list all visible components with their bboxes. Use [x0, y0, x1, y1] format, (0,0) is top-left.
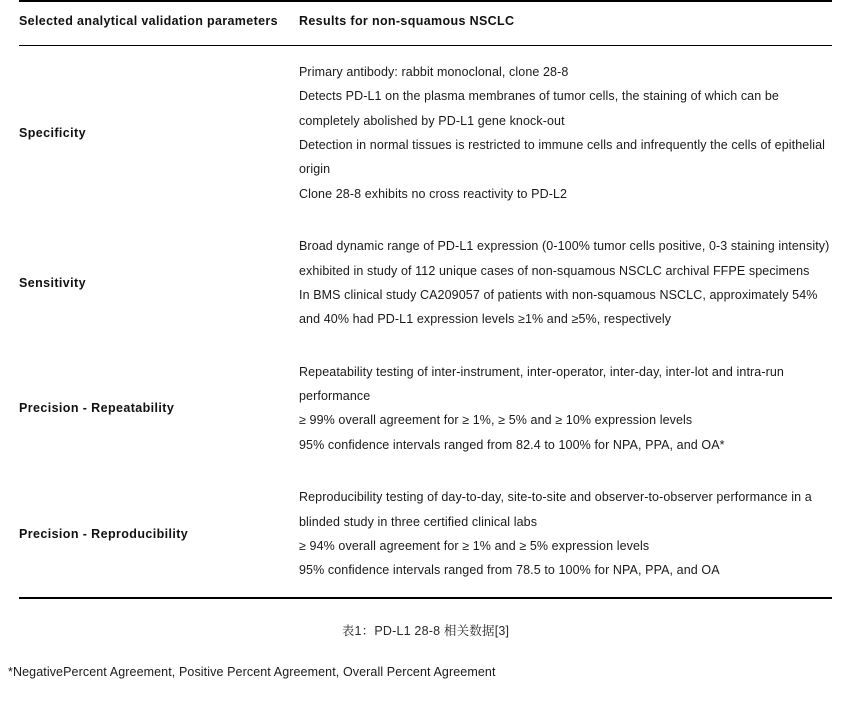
row-parameter-precision-repeatability: Precision - Repeatability — [19, 401, 175, 416]
column-header-parameter: Selected analytical validation parameters — [19, 1, 299, 45]
table-row — [19, 220, 832, 346]
column-header-results: Results for non-squamous NSCLC — [299, 1, 832, 45]
result-line: In BMS clinical study CA209057 of patients with non-squamous NSCLC, approximately 54% and 40% had PD-L1 expression levels ≥1% and ≥5%, respectively — [299, 287, 818, 327]
row-parameter-sensitivity: Sensitivity — [19, 275, 86, 290]
row-results-sensitivity — [299, 220, 832, 346]
table-body — [19, 45, 832, 597]
result-line: Detects PD-L1 on the plasma membranes of tumor cells, the staining of which can be completely abolished by PD-L1 gene knock-out — [299, 89, 779, 128]
result-line: Clone 28-8 exhibits no cross reactivity to PD-L2 — [299, 186, 568, 201]
table-footnote: *NegativePercent Agreement, Positive Percent Agreement, Overall Percent Agreement — [8, 664, 496, 679]
result-line: ≥ 94% overall agreement for ≥ 1% and ≥ 5% expression levels — [299, 538, 650, 553]
validation-parameters-table — [19, 0, 832, 599]
table-row — [19, 471, 832, 598]
table-caption: 表1：PD-L1 28-8 相关数据[3] — [341, 623, 510, 638]
row-results-precision-reproducibility — [299, 471, 832, 598]
table-header-row — [19, 1, 832, 45]
result-line: 95% confidence intervals ranged from 78.5 to 100% for NPA, PPA, and OA — [299, 563, 720, 578]
result-line: 95% confidence intervals ranged from 82.4 to 100% for NPA, PPA, and OA* — [299, 437, 725, 452]
row-parameter-precision-reproducibility: Precision - Reproducibility — [19, 471, 299, 598]
result-line: Detection in normal tissues is restricted to immune cells and infrequently the cells of epithelial origin — [299, 138, 826, 177]
result-line: Broad dynamic range of PD-L1 expression (0-100% tumor cells positive, 0-3 staining intensity) exhibited in study of 112 unique cases of non-squamous NSCLC archival FFPE specimens — [299, 239, 830, 278]
table-row — [19, 45, 832, 220]
result-line: ≥ 99% overall agreement for ≥ 1%, ≥ 5% and ≥ 10% expression levels — [299, 413, 693, 428]
result-line: Primary antibody: rabbit monoclonal, clone 28-8 — [299, 64, 569, 79]
result-line: Reproducibility testing of day-to-day, site-to-site and observer-to-observer performance in a blinded study in three certified clinical labs — [299, 490, 812, 529]
table-header — [19, 1, 832, 45]
row-results-precision-repeatability — [299, 346, 832, 472]
row-results-specificity — [299, 45, 832, 220]
result-line: Repeatability testing of inter-instrument, inter-operator, inter-day, inter-lot and intra-run performance — [299, 364, 784, 403]
row-parameter-specificity: Specificity — [19, 125, 86, 140]
table-row — [19, 346, 832, 472]
